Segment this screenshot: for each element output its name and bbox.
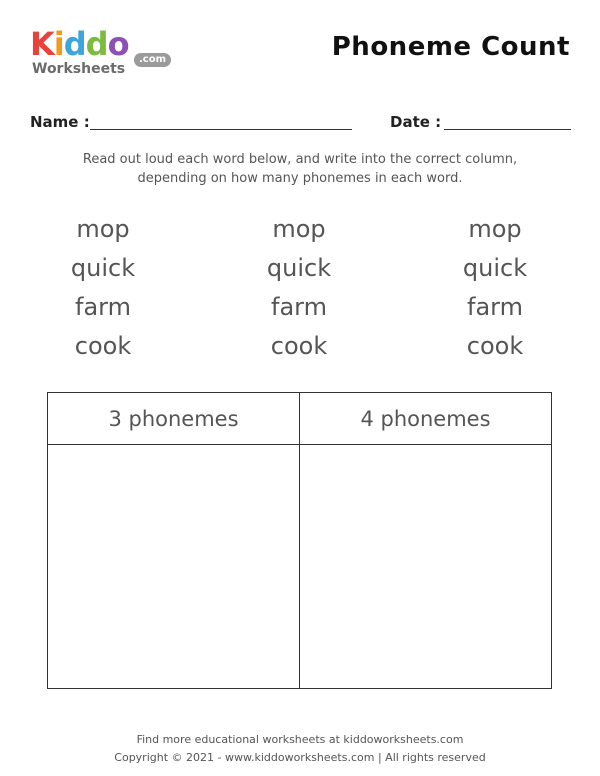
logo-subtitle: Worksheets <box>32 61 126 77</box>
logo-letter: d <box>63 25 86 63</box>
word-column-1 <box>33 210 173 366</box>
word: mop <box>272 215 326 243</box>
word: quick <box>462 254 528 282</box>
logo-letter: i <box>53 25 64 63</box>
date-label: Date : <box>390 113 442 131</box>
logo-letter: o <box>107 25 129 63</box>
instructions-line-1: Read out loud each word below, and write into the correct column, <box>82 152 518 167</box>
word: quick <box>70 254 136 282</box>
word-column-2 <box>229 210 369 366</box>
word: cook <box>270 332 328 360</box>
word: quick <box>266 254 332 282</box>
phoneme-table <box>47 392 552 689</box>
answer-cell-3-phonemes[interactable] <box>48 446 298 688</box>
kiddo-logo <box>30 26 170 84</box>
column-divider <box>299 393 300 688</box>
footer-line-1: Find more educational worksheets at kiddoworksheets.com <box>136 733 464 746</box>
word: cook <box>74 332 132 360</box>
answer-cell-4-phonemes[interactable] <box>301 446 551 688</box>
name-line[interactable] <box>90 129 352 130</box>
logo-letter: K <box>30 25 54 63</box>
instructions <box>30 150 570 188</box>
footer-line-2: Copyright © 2021 - www.kiddoworksheets.com | All rights reserved <box>114 751 486 764</box>
word: mop <box>468 215 522 243</box>
name-label: Name : <box>30 113 90 131</box>
word: cook <box>466 332 524 360</box>
word: farm <box>75 293 131 321</box>
page-title: Phoneme Count <box>331 32 570 62</box>
logo-word <box>30 26 129 62</box>
column-header-3-phonemes: 3 phonemes <box>108 407 239 431</box>
word-column-3 <box>425 210 565 366</box>
column-header-4-phonemes: 4 phonemes <box>360 407 491 431</box>
word: farm <box>467 293 523 321</box>
logo-letter: d <box>85 25 108 63</box>
date-line[interactable] <box>444 129 571 130</box>
word: mop <box>76 215 130 243</box>
logo-com-badge: .com <box>134 53 171 67</box>
word: farm <box>271 293 327 321</box>
instructions-line-2: depending on how many phonemes in each word. <box>137 171 463 186</box>
